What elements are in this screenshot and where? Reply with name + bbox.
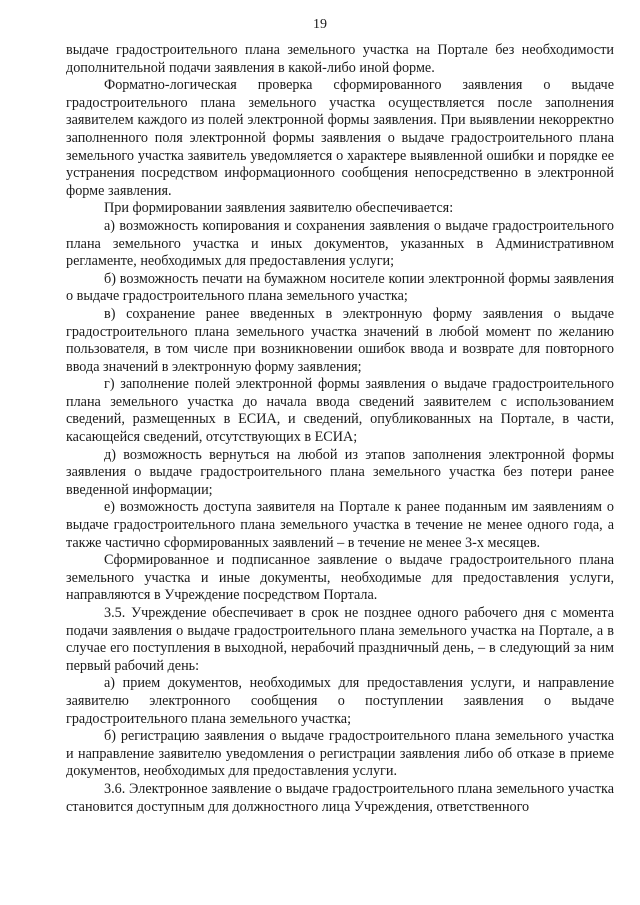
list-item: г) заполнение полей электронной формы заявления о выдаче градостроительного плана земельного участка до начала ввода сведений заявителем с использованием сведений, размещенных в ЕСИА, и сведений, опубликованных на Портале, в части, касающейся сведений, отсутствующих в ЕСИА;	[66, 376, 614, 446]
paragraph: При формировании заявления заявителю обеспечивается:	[104, 200, 454, 217]
list-item: а) прием документов, необходимых для предоставления услуги, и направление заявителю электронного сообщения о поступлении заявления о выдаче градостроительного плана земельного участка;	[66, 675, 614, 727]
list-item: б) регистрацию заявления о выдаче градостроительного плана земельного участка и направление заявителю уведомления о регистрации заявления либо об отказе в приеме документов, необходимых для предоставления услуги.	[66, 728, 614, 780]
paragraph: Форматно-логическая проверка сформированного заявления о выдаче градостроительного плана земельного участка осуществляется после заполнения заявителем каждого из полей электронной формы заявления. При выявлении некорректно заполненного поля электронной формы заявления о выдаче градостроительного плана земельного участка заявитель уведомляется о характере выявленной ошибки и порядке ее устранения посредством информационного сообщения непосредственно в электронной форме заявления.	[66, 77, 614, 199]
list-item: д) возможность вернуться на любой из этапов заполнения электронной формы заявления о выдаче градостроительного плана земельного участка без потери ранее введенной информации;	[66, 446, 614, 498]
section-3-5: 3.5. Учреждение обеспечивает в срок не позднее одного рабочего дня с момента подачи заявления о выдаче градостроительного плана земельного участка на Портале, а в случае его поступления в выходной, нерабочий праздничный день, – в следующий за ним первый рабочий день:	[66, 605, 614, 674]
paragraph: Сформированное и подписанное заявление о выдаче градостроительного плана земельного участка и иные документы, необходимые для предоставления услуги, направляются в Учреждение посредством Портала.	[66, 552, 614, 604]
section-3-6: 3.6. Электронное заявление о выдаче градостроительного плана земельного участка становится доступным для должностного лица Учреждения, ответственного	[66, 780, 614, 815]
paragraph: выдаче градостроительного плана земельного участка на Портале без необходимости дополнительной подачи заявления в какой-либо иной форме.	[66, 42, 614, 76]
document-body	[66, 42, 614, 816]
list-item: а) возможность копирования и сохранения заявления о выдаче градостроительного плана земельного участка и иных документов, указанных в Административном регламенте, необходимых для предоставления услуги;	[66, 217, 614, 270]
list-item: б) возможность печати на бумажном носителе копии электронной формы заявления о выдаче градостроительного плана земельного участка;	[66, 270, 614, 305]
page-number: 19	[313, 17, 327, 32]
list-item: е) возможность доступа заявителя на Портале к ранее поданным им заявлениям о выдаче градостроительного плана земельного участка в течение не менее одного года, а также частично сформированных заявлений – в течение не менее 3-х месяцев.	[66, 499, 614, 551]
list-item: в) сохранение ранее введенных в электронную форму заявления о выдаче градостроительного плана земельного участка значений в любой момент по желанию пользователя, в том числе при возникновении ошибок ввода и возврате для повторного ввода значений в электронную форму заявления;	[66, 305, 614, 375]
